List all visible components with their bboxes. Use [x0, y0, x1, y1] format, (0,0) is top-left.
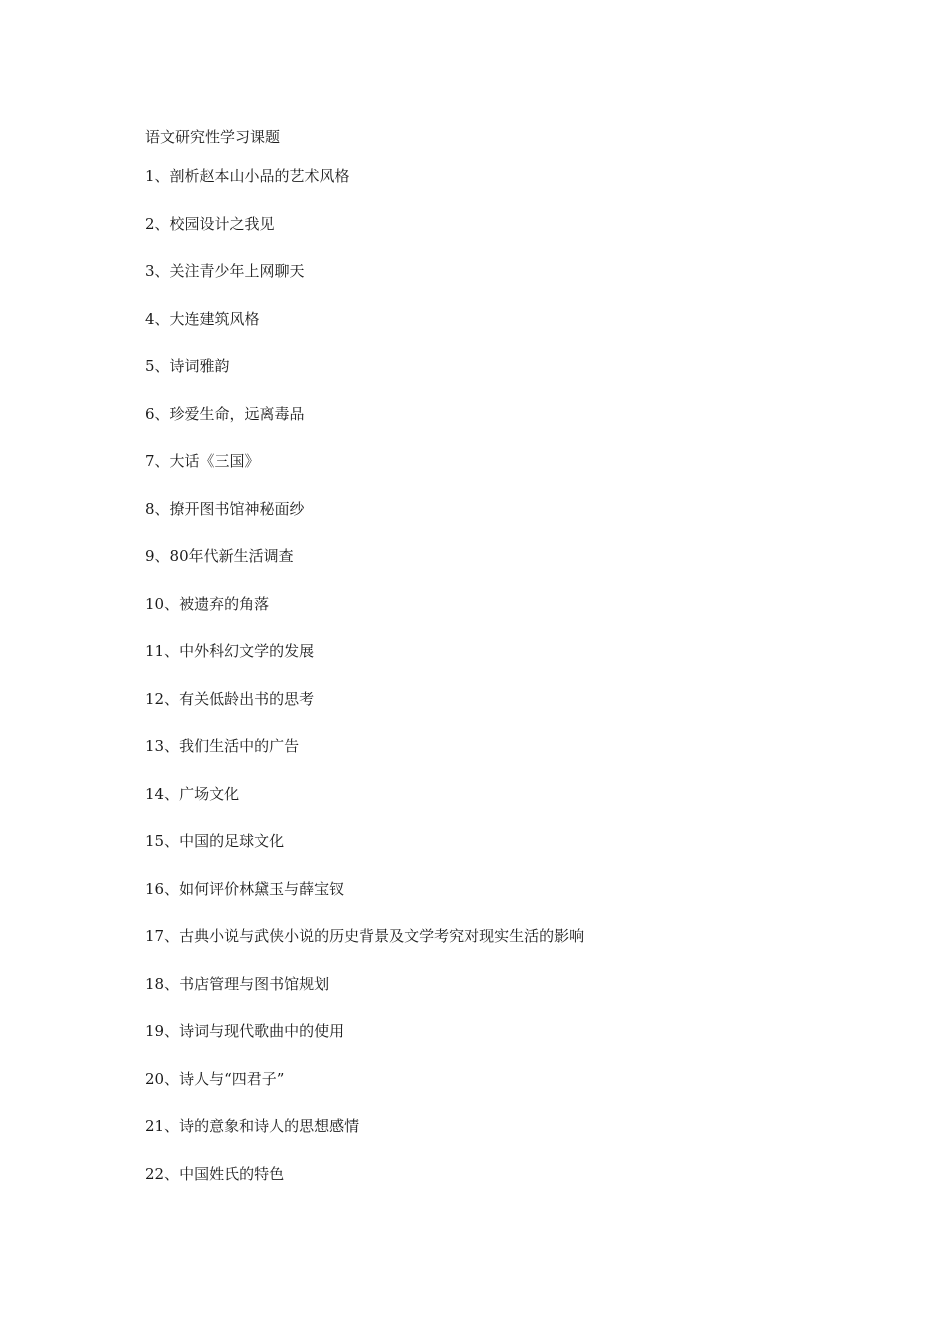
topic-item-3: 3、关注青少年上网聊天 — [145, 262, 305, 280]
document-title: 语文研究性学习课题 — [145, 128, 281, 146]
topic-item-17: 17、古典小说与武侠小说的历史背景及文学考究对现实生活的影响 — [145, 927, 585, 945]
topic-item-12: 12、有关低龄出书的思考 — [145, 689, 315, 708]
topic-item-6: 6、珍爱生命，远离毒品 — [145, 404, 305, 423]
topic-item-1: 1、剖析赵本山小品的艺术风格 — [145, 167, 350, 185]
topic-item-14: 14、广场文化 — [145, 784, 240, 803]
topic-item-9: 9、80年代新生活调查 — [145, 547, 294, 565]
topic-item-18: 18、书店管理与图书馆规划 — [145, 974, 330, 993]
topic-item-22: 22、中国姓氏的特色 — [145, 1164, 285, 1183]
topic-item-15: 15、中国的足球文化 — [145, 832, 285, 850]
topic-item-2: 2、校园设计之我见 — [145, 214, 275, 233]
topic-item-10: 10、被遗弃的角落 — [145, 594, 270, 613]
topic-item-13: 13、我们生活中的广告 — [145, 737, 300, 755]
topic-item-4: 4、大连建筑风格 — [145, 309, 260, 328]
topic-item-8: 8、撩开图书馆神秘面纱 — [145, 499, 305, 518]
topic-item-11: 11、中外科幻文学的发展 — [145, 642, 315, 660]
topic-item-21: 21、诗的意象和诗人的思想感情 — [145, 1117, 360, 1135]
topic-item-19: 19、诗词与现代歌曲中的使用 — [145, 1022, 345, 1040]
topic-item-5: 5、诗词雅韵 — [145, 357, 230, 375]
topic-list — [145, 166, 584, 1211]
topic-item-20: 20、诗人与“四君子” — [145, 1069, 285, 1088]
topic-item-7: 7、大话《三国》 — [145, 452, 260, 470]
topic-item-16: 16、如何评价林黛玉与薛宝钗 — [145, 879, 345, 898]
